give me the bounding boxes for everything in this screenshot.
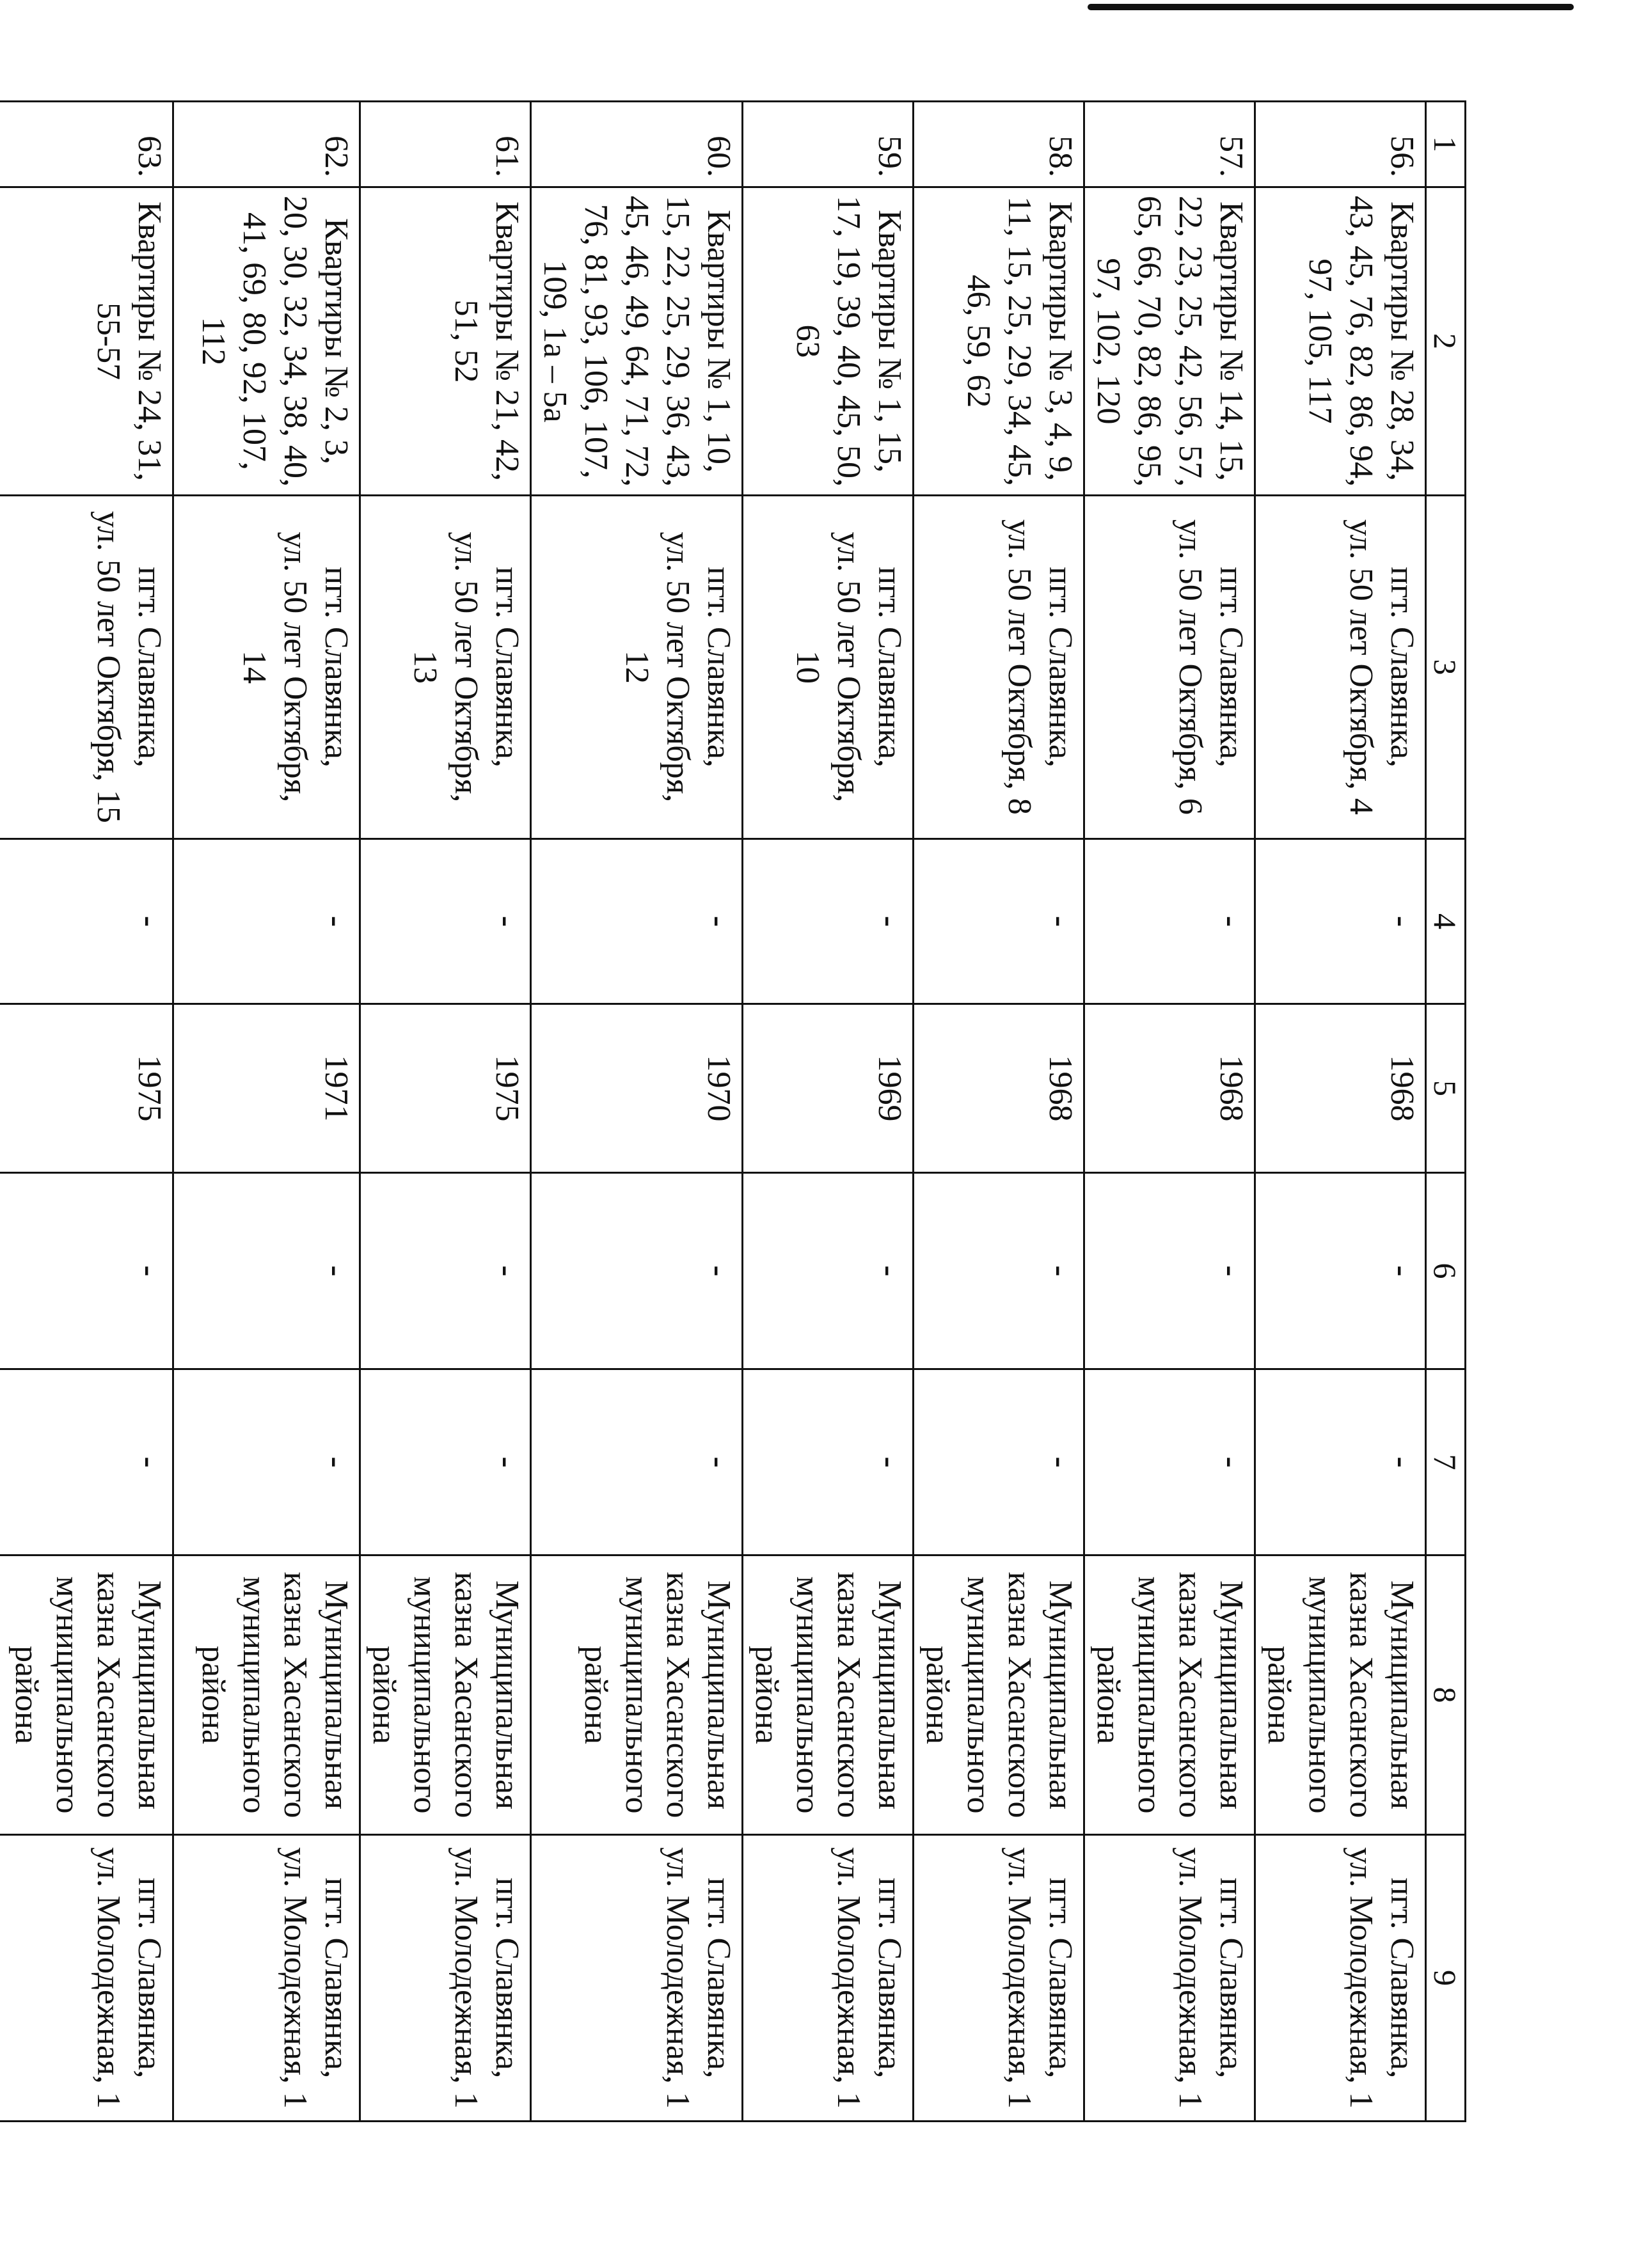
property-table bbox=[0, 100, 1466, 2122]
column-4-cell: - bbox=[173, 839, 360, 1004]
column-7-cell: - bbox=[914, 1369, 1084, 1555]
location-cell: пгт. Славянка, ул. Молодежная, 1 bbox=[1084, 1835, 1255, 2122]
location-cell: пгт. Славянка, ул. Молодежная, 1 bbox=[914, 1835, 1084, 2122]
column-7-cell: - bbox=[743, 1369, 914, 1555]
location-cell: пгт. Славянка, ул. Молодежная, 1 bbox=[0, 1835, 173, 2122]
column-number: 6 bbox=[1426, 1173, 1466, 1369]
location-cell: пгт. Славянка, ул. Молодежная, 1 bbox=[360, 1835, 531, 2122]
address-cell: пгт. Славянка, ул. 50 лет Октября, 4 bbox=[1255, 496, 1426, 839]
year-cell: 1975 bbox=[360, 1004, 531, 1173]
column-6-cell: - bbox=[173, 1173, 360, 1369]
address-cell: пгт. Славянка, ул. 50 лет Октября, 10 bbox=[743, 496, 914, 839]
owner-cell: Муниципальная казна Хасанского муниципального района bbox=[173, 1555, 360, 1835]
column-number: 1 bbox=[1426, 102, 1466, 187]
year-cell: 1968 bbox=[1084, 1004, 1255, 1173]
column-6-cell: - bbox=[0, 1173, 173, 1369]
column-number: 7 bbox=[1426, 1369, 1466, 1555]
owner-cell: Муниципальная казна Хасанского муниципального района bbox=[0, 1555, 173, 1835]
apartments-cell: Квартиры № 3, 4, 9, 11, 15, 25, 29, 34, 45, 46, 59, 62 bbox=[914, 187, 1084, 496]
column-number: 2 bbox=[1426, 187, 1466, 496]
location-cell: пгт. Славянка, ул. Молодежная, 1 bbox=[173, 1835, 360, 2122]
column-6-cell: - bbox=[743, 1173, 914, 1369]
year-cell: 1968 bbox=[914, 1004, 1084, 1173]
location-cell: пгт. Славянка, ул. Молодежная, 1 bbox=[743, 1835, 914, 2122]
address-cell: пгт. Славянка, ул. 50 лет Октября, 13 bbox=[360, 496, 531, 839]
apartments-cell: Квартиры № 1, 10, 15, 22, 25, 29, 36, 43, 45, 46, 49, 64, 71, 72, 76, 81, 93, 106, 107, 109, 1а – 5а bbox=[531, 187, 743, 496]
table-row bbox=[743, 102, 914, 2122]
owner-cell: Муниципальная казна Хасанского муниципального района bbox=[914, 1555, 1084, 1835]
apartments-cell: Квартиры № 14, 15, 22, 23, 25, 42, 56, 57, 65, 66, 70, 82, 86, 95, 97, 102, 120 bbox=[1084, 187, 1255, 496]
column-6-cell: - bbox=[914, 1173, 1084, 1369]
table-row bbox=[531, 102, 743, 2122]
table-row bbox=[360, 102, 531, 2122]
column-4-cell: - bbox=[914, 839, 1084, 1004]
table-row bbox=[1255, 102, 1426, 2122]
owner-cell: Муниципальная казна Хасанского муниципального района bbox=[1084, 1555, 1255, 1835]
table-row bbox=[914, 102, 1084, 2122]
column-number: 4 bbox=[1426, 839, 1466, 1004]
address-cell: пгт. Славянка, ул. 50 лет Октября, 15 bbox=[0, 496, 173, 839]
column-7-cell: - bbox=[1084, 1369, 1255, 1555]
owner-cell: Муниципальная казна Хасанского муниципального района bbox=[360, 1555, 531, 1835]
location-cell: пгт. Славянка, ул. Молодежная, 1 bbox=[531, 1835, 743, 2122]
column-number: 5 bbox=[1426, 1004, 1466, 1173]
year-cell: 1971 bbox=[173, 1004, 360, 1173]
rotated-table-page bbox=[8, 100, 1466, 2120]
column-7-cell: - bbox=[531, 1369, 743, 1555]
column-4-cell: - bbox=[743, 839, 914, 1004]
table-row bbox=[1084, 102, 1255, 2122]
column-6-cell: - bbox=[531, 1173, 743, 1369]
column-number: 8 bbox=[1426, 1555, 1466, 1835]
apartments-cell: Квартиры № 2, 3, 20, 30, 32, 34, 38, 40, 41, 69, 80, 92, 107, 112 bbox=[173, 187, 360, 496]
column-4-cell: - bbox=[0, 839, 173, 1004]
column-4-cell: - bbox=[531, 839, 743, 1004]
table-row bbox=[0, 102, 173, 2122]
location-cell: пгт. Славянка, ул. Молодежная, 1 bbox=[1255, 1835, 1426, 2122]
owner-cell: Муниципальная казна Хасанского муниципального района bbox=[743, 1555, 914, 1835]
column-4-cell: - bbox=[360, 839, 531, 1004]
column-7-cell: - bbox=[173, 1369, 360, 1555]
column-6-cell: - bbox=[1255, 1173, 1426, 1369]
row-number: 63. bbox=[0, 102, 173, 187]
address-cell: пгт. Славянка, ул. 50 лет Октября, 8 bbox=[914, 496, 1084, 839]
row-number: 56. bbox=[1255, 102, 1426, 187]
owner-cell: Муниципальная казна Хасанского муниципального района bbox=[1255, 1555, 1426, 1835]
column-number: 3 bbox=[1426, 496, 1466, 839]
apartments-cell: Квартиры № 24, 31, 55-57 bbox=[0, 187, 173, 496]
apartments-cell: Квартиры № 28, 34, 43, 45, 76, 82, 86, 94, 97, 105, 117 bbox=[1255, 187, 1426, 496]
column-number-row bbox=[1426, 102, 1466, 2122]
table-row bbox=[173, 102, 360, 2122]
column-4-cell: - bbox=[1084, 839, 1255, 1004]
year-cell: 1969 bbox=[743, 1004, 914, 1173]
column-7-cell: - bbox=[360, 1369, 531, 1555]
address-cell: пгт. Славянка, ул. 50 лет Октября, 12 bbox=[531, 496, 743, 839]
address-cell: пгт. Славянка, ул. 50 лет Октября, 14 bbox=[173, 496, 360, 839]
apartments-cell: Квартиры № 21, 42, 51, 52 bbox=[360, 187, 531, 496]
year-cell: 1970 bbox=[531, 1004, 743, 1173]
row-number: 60. bbox=[531, 102, 743, 187]
row-number: 57. bbox=[1084, 102, 1255, 187]
row-number: 61. bbox=[360, 102, 531, 187]
column-6-cell: - bbox=[1084, 1173, 1255, 1369]
row-number: 62. bbox=[173, 102, 360, 187]
top-rule-line bbox=[1088, 4, 1574, 10]
owner-cell: Муниципальная казна Хасанского муниципального района bbox=[531, 1555, 743, 1835]
address-cell: пгт. Славянка, ул. 50 лет Октября, 6 bbox=[1084, 496, 1255, 839]
column-number: 9 bbox=[1426, 1835, 1466, 2122]
column-7-cell: - bbox=[0, 1369, 173, 1555]
column-7-cell: - bbox=[1255, 1369, 1426, 1555]
column-4-cell: - bbox=[1255, 839, 1426, 1004]
apartments-cell: Квартиры № 1, 15, 17, 19, 39, 40, 45, 50, 63 bbox=[743, 187, 914, 496]
row-number: 58. bbox=[914, 102, 1084, 187]
year-cell: 1975 bbox=[0, 1004, 173, 1173]
row-number: 59. bbox=[743, 102, 914, 187]
year-cell: 1968 bbox=[1255, 1004, 1426, 1173]
column-6-cell: - bbox=[360, 1173, 531, 1369]
